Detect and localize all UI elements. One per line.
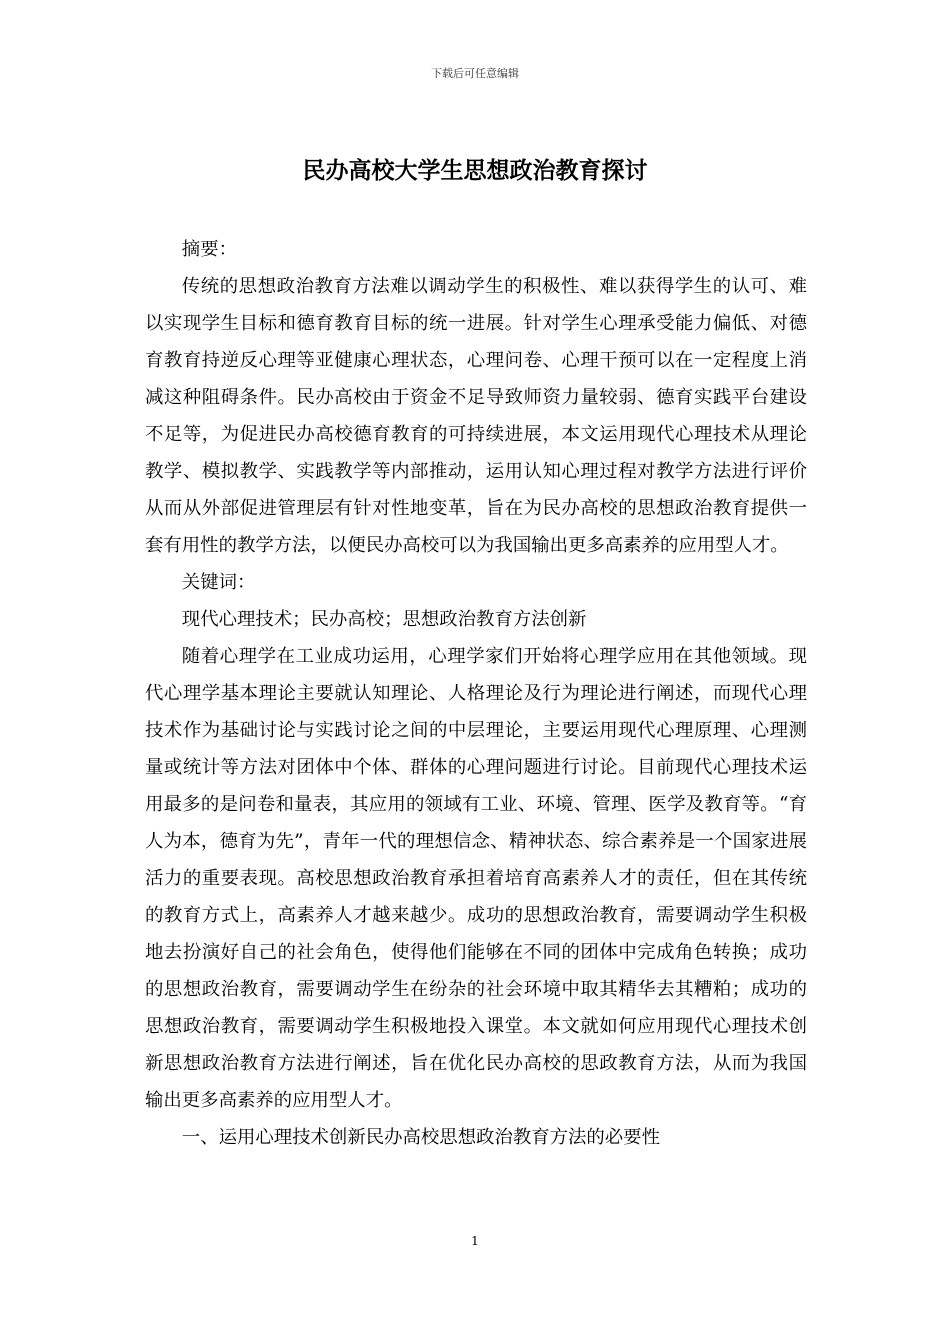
page-number: 1: [471, 1234, 479, 1248]
intro-paragraph: 随着心理学在工业成功运用，心理学家们开始将心理学应用在其他领域。现代心理学基本理论主要就认知理论、人格理论及行为理论进行阐述，而现代心理技术作为基础讨论与实践讨论之间的中层理论，主要运用现代心理原理、心理测量或统计等方法对团体中个体、群体的心理问题进行讨论。目前现代心理技术运用最多的是问卷和量表，其应用的领域有工业、环境、管理、医学及教育等。“育人为本，德育为先”，青年一代的理想信念、精神状态、综合素养是一个国家进展活力的重要表现。高校思想政治教育承担着培育高素养人才的责任，但在其传统的教育方式上，高素养人才越来越少。成功的思想政治教育，需要调动学生积极地去扮演好自己的社会角色，使得他们能够在不同的团体中完成角色转换；成功的思想政治教育，需要调动学生在纷杂的社会环境中取其精华去其糟粕；成功的思想政治教育，需要调动学生积极地投入课堂。本文就如何应用现代心理技术创新思想政治教育方法进行阐述，旨在优化民办高校的思政教育方法，从而为我国输出更多高素养的应用型人才。: [145, 646, 807, 1111]
header-note: 下载后可任意编辑: [431, 67, 519, 80]
abstract-paragraph: 传统的思想政治教育方法难以调动学生的积极性、难以获得学生的认可、难以实现学生目标和德育教育目标的统一进展。针对学生心理承受能力偏低、对德育教育持逆反心理等亚健康心理状态，心理问卷、心理干预可以在一定程度上消减这种阻碍条件。民办高校由于资金不足导致师资力量较弱、德育实践平台建设不足等，为促进民办高校德育教育的可持续进展，本文运用现代心理技术从理论教学、模拟教学、实践教学等内部推动，运用认知心理过程对教学方法进行评价从而从外部促进管理层有针对性地变革，旨在为民办高校的思想政治教育提供一套有用性的教学方法，以便民办高校可以为我国输出更多高素养的应用型人才。: [145, 276, 807, 556]
document-body: [145, 231, 807, 1156]
section-heading: 一、运用心理技术创新民办高校思想政治教育方法的必要性: [181, 1127, 660, 1148]
keywords-label: 关键词：: [181, 572, 256, 593]
keywords-paragraph: 现代心理技术；民办高校；思想政治教育方法创新: [181, 609, 587, 630]
abstract-label: 摘要：: [181, 239, 237, 260]
document-title: 民办高校大学生思想政治教育探讨: [302, 157, 648, 184]
